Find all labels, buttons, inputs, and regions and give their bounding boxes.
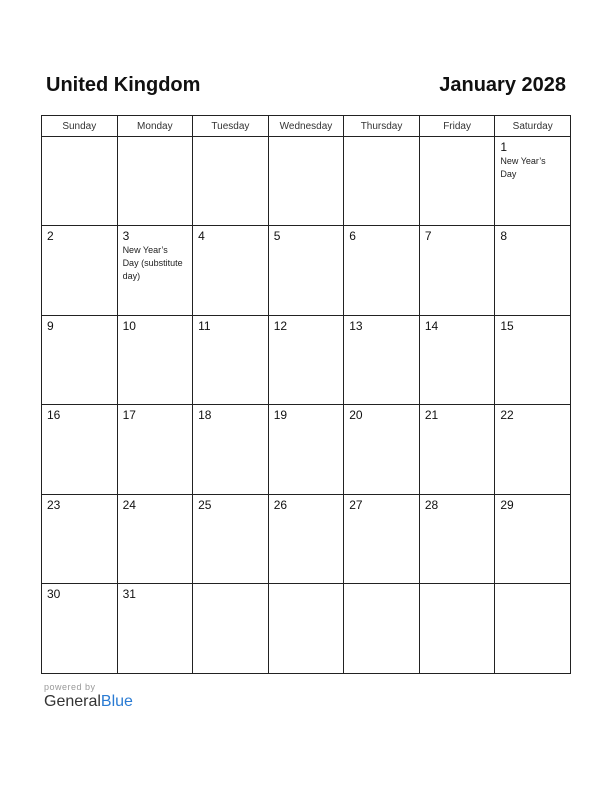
- day-number: 20: [349, 408, 363, 422]
- calendar-week-row: [42, 494, 571, 584]
- calendar-week-row: [42, 584, 571, 674]
- day-cell: [495, 494, 571, 584]
- day-cell: [117, 494, 193, 584]
- day-cell: [42, 584, 118, 674]
- day-number: 16: [47, 408, 61, 422]
- day-cell: [419, 494, 495, 584]
- day-cell: [42, 315, 118, 405]
- month-year-title: January 2028: [439, 73, 566, 96]
- day-number: 19: [273, 408, 288, 422]
- day-cell: [419, 584, 495, 674]
- day-number: 2: [47, 229, 54, 243]
- day-number: 14: [424, 318, 439, 333]
- day-number: 3: [122, 229, 130, 243]
- weekday-friday: Friday: [419, 116, 495, 137]
- day-cell: [344, 226, 420, 316]
- day-cell: [344, 137, 420, 226]
- calendar-week-row: [42, 226, 571, 316]
- day-cell: [344, 584, 420, 674]
- footer-logo: [44, 682, 133, 711]
- day-cell: [495, 315, 571, 405]
- day-number: 12: [273, 318, 288, 333]
- calendar-week-row: [42, 137, 571, 226]
- day-number: 6: [349, 229, 356, 243]
- day-number: 8: [500, 229, 508, 243]
- day-cell: [42, 226, 118, 316]
- day-number: 11: [198, 318, 211, 333]
- weekday-header-row: [42, 116, 571, 137]
- day-cell: [193, 137, 269, 226]
- day-number: 26: [273, 497, 288, 512]
- day-cell: [193, 315, 269, 405]
- day-cell: [193, 584, 269, 674]
- holiday-label: New Year’s Day: [500, 156, 546, 179]
- brand-blue-text: Blue: [100, 693, 133, 710]
- day-cell: [117, 405, 193, 495]
- brand-logo: [44, 693, 133, 711]
- day-cell: [193, 226, 269, 316]
- day-number: 21: [424, 408, 439, 422]
- day-cell: [268, 494, 344, 584]
- day-cell: [419, 405, 495, 495]
- weekday-thursday: Thursday: [344, 116, 420, 137]
- weekday-tuesday: Tuesday: [193, 116, 269, 137]
- calendar-grid: [41, 115, 571, 674]
- day-cell: [495, 137, 571, 226]
- day-number: 13: [349, 318, 363, 333]
- day-number: 23: [47, 497, 61, 512]
- day-number: 5: [273, 229, 281, 243]
- day-cell: [268, 584, 344, 674]
- day-cell: [117, 226, 193, 316]
- day-cell: [268, 405, 344, 495]
- day-number: 7: [424, 229, 432, 243]
- country-title: United Kingdom: [46, 73, 201, 96]
- day-number: 25: [198, 497, 212, 512]
- calendar-body: [42, 137, 571, 674]
- day-cell: [495, 405, 571, 495]
- day-number: 15: [500, 318, 514, 333]
- day-number: 9: [47, 318, 54, 333]
- day-cell: [268, 315, 344, 405]
- day-number: 4: [198, 229, 205, 243]
- weekday-saturday: Saturday: [495, 116, 571, 137]
- day-number: 28: [424, 497, 439, 512]
- day-cell: [42, 405, 118, 495]
- day-cell: [419, 137, 495, 226]
- day-cell: [344, 405, 420, 495]
- day-cell: [268, 137, 344, 226]
- weekday-sunday: Sunday: [42, 116, 118, 137]
- weekday-wednesday: Wednesday: [268, 116, 344, 137]
- day-cell: [419, 226, 495, 316]
- holiday-label: New Year’s Day (substitute day): [122, 245, 183, 281]
- calendar-week-row: [42, 405, 571, 495]
- day-cell: [344, 315, 420, 405]
- day-number: 24: [122, 497, 136, 512]
- day-cell: [117, 315, 193, 405]
- day-cell: [117, 584, 193, 674]
- day-number: 29: [500, 497, 514, 512]
- day-number: 31: [122, 587, 136, 601]
- day-cell: [42, 494, 118, 584]
- day-cell: [495, 584, 571, 674]
- day-cell: [495, 226, 571, 316]
- day-number: 22: [500, 408, 514, 422]
- day-number: 18: [198, 408, 212, 422]
- day-number: 10: [122, 318, 136, 333]
- day-number: 17: [122, 408, 136, 422]
- brand-general-text: General: [44, 693, 101, 710]
- day-number: 30: [47, 587, 61, 601]
- powered-by-text: powered by: [44, 682, 96, 692]
- calendar-header: [46, 70, 566, 100]
- day-cell: [117, 137, 193, 226]
- day-number: 1: [500, 140, 508, 154]
- day-cell: [268, 226, 344, 316]
- day-cell: [419, 315, 495, 405]
- day-cell: [344, 494, 420, 584]
- day-cell: [193, 405, 269, 495]
- day-cell: [42, 137, 118, 226]
- day-number: 27: [349, 497, 363, 512]
- weekday-monday: Monday: [117, 116, 193, 137]
- calendar-week-row: [42, 315, 571, 405]
- day-cell: [193, 494, 269, 584]
